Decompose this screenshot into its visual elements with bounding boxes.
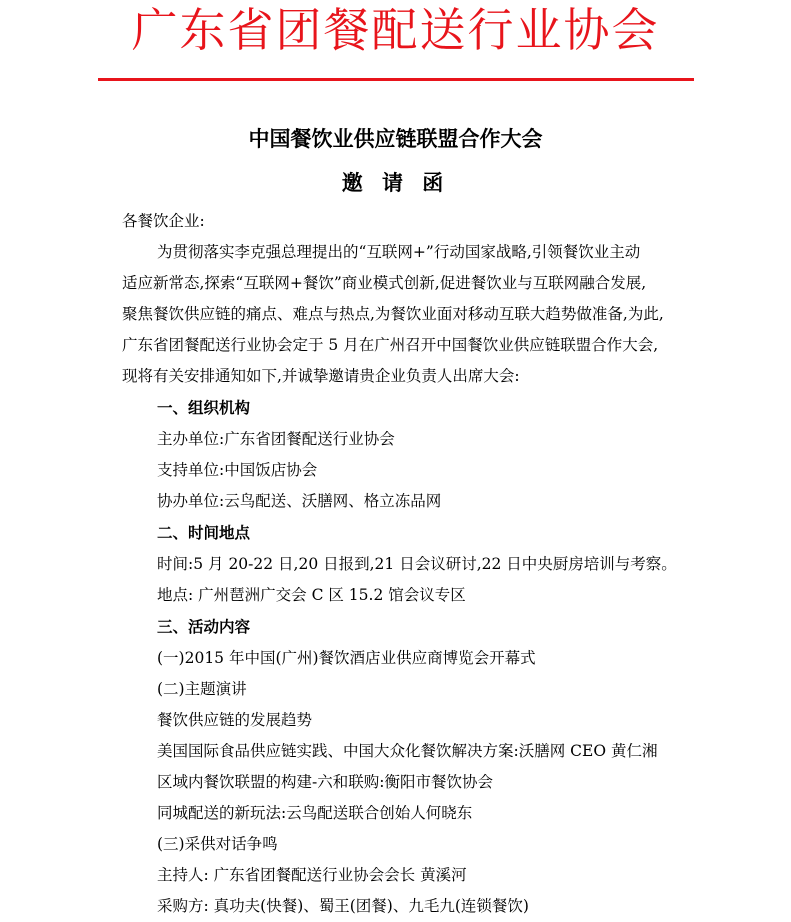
- activity-line: 美国国际食品供应链实践、中国大众化餐饮解决方案:沃膳网 CEO 黄仁湘: [157, 742, 658, 760]
- section-heading-time-place: 二、时间地点: [157, 524, 251, 542]
- org-host: 主办单位:广东省团餐配送行业协会: [157, 430, 395, 448]
- activity-line: (一)2015 年中国(广州)餐饮酒店业供应商博览会开幕式: [157, 649, 536, 667]
- intro-line: 适应新常态,探索“互联网+餐饮”商业模式创新,促进餐饮业与互联网融合发展,: [122, 274, 647, 292]
- activity-line: 区域内餐饮联盟的构建-六和联购:衡阳市餐饮协会: [157, 773, 493, 791]
- section-heading-org: 一、组织机构: [157, 399, 251, 417]
- document-subtitle: 邀 请 函: [341, 171, 450, 195]
- activity-line: 采购方: 真功夫(快餐)、蜀王(团餐)、九毛九(连锁餐饮): [157, 897, 529, 915]
- event-time: 时间:5 月 20-22 日,20 日报到,21 日会议研讨,22 日中央厨房培训与考察。: [157, 555, 677, 573]
- activity-line: (三)采供对话争鸣: [157, 835, 278, 853]
- activity-line: (二)主题演讲: [157, 680, 247, 698]
- salutation: 各餐饮企业:: [122, 212, 205, 230]
- document-title: 中国餐饮业供应链联盟合作大会: [248, 127, 543, 151]
- intro-line: 为贯彻落实李克强总理提出的“互联网+”行动国家战略,引领餐饮业主动: [157, 243, 641, 261]
- intro-line: 聚焦餐饮供应链的痛点、难点与热点,为餐饮业面对移动互联大趋势做准备,为此,: [122, 305, 664, 323]
- letterhead-org-name: 广东省团餐配送行业协会: [131, 3, 660, 57]
- intro-line: 现将有关安排通知如下,并诚挚邀请贵企业负责人出席大会:: [122, 367, 520, 385]
- activity-line: 同城配送的新玩法:云鸟配送联合创始人何晓东: [157, 804, 473, 822]
- section-heading-activities: 三、活动内容: [157, 618, 251, 636]
- intro-line: 广东省团餐配送行业协会定于 5 月在广州召开中国餐饮业供应链联盟合作大会,: [122, 336, 659, 354]
- activity-line: 主持人: 广东省团餐配送行业协会会长 黄溪河: [157, 866, 467, 884]
- org-support: 支持单位:中国饭店协会: [157, 461, 318, 479]
- org-co: 协办单位:云鸟配送、沃膳网、格立冻品网: [157, 492, 442, 510]
- event-place: 地点: 广州琶洲广交会 C 区 15.2 馆会议专区: [157, 586, 466, 604]
- letterhead-divider: [98, 78, 694, 81]
- activity-line: 餐饮供应链的发展趋势: [157, 711, 313, 729]
